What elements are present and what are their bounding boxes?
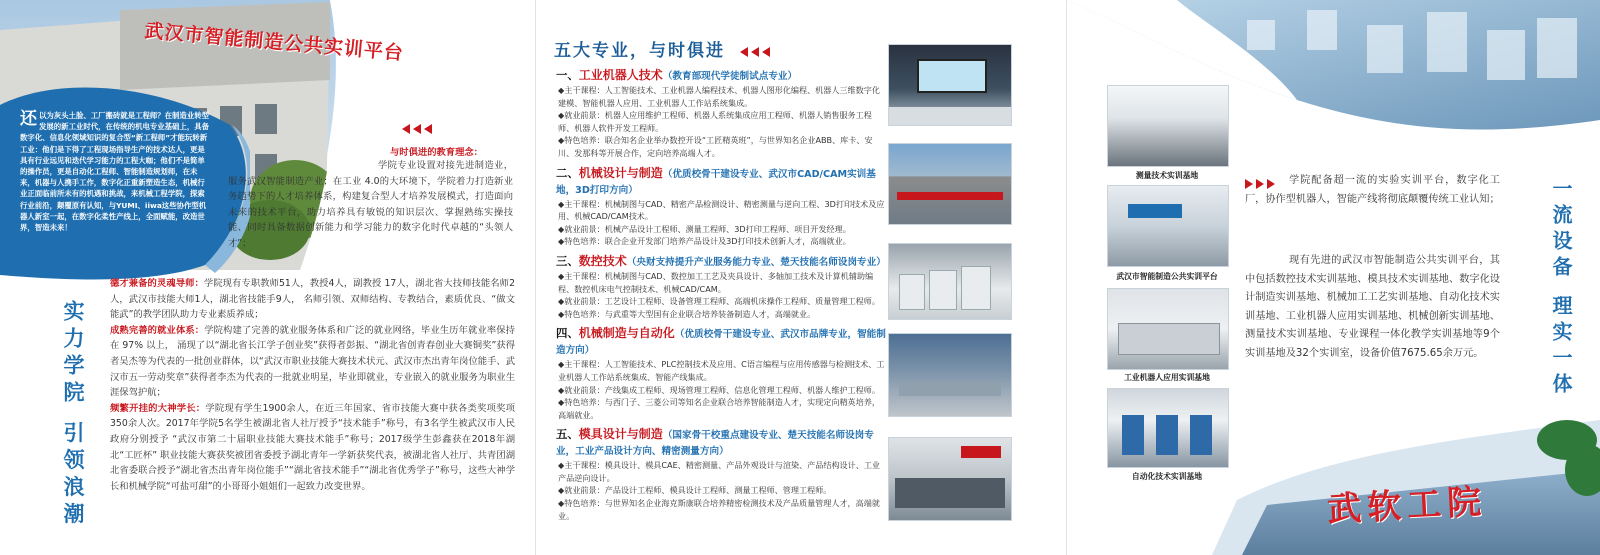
- program-bullet: ◆主干课程：机械制图与CAD、数控加工工艺及夹具设计、多轴加工技术及计算机辅助编程、数控机床电气控制技术、机械CAD/CAM。: [558, 270, 874, 294]
- panel-left: [0, 0, 533, 555]
- building-sign: 武软工院: [1326, 481, 1489, 531]
- item-mentors: 德才兼备的灵魂导师：学院现有专职教师51人，教授4人，副教授 17人，湖北省大技师技能名师2人，武汉市技能大师1人，湖北省技能手9人， 名师引领、双师结构、专教结合，素质优良、“做文能武”的教学团队助力专业素质养成；: [110, 278, 515, 321]
- caption-smart-mfg: 武汉市智能制造公共实训平台: [1116, 272, 1218, 281]
- vertical-slogan-left: 实力学院 引领浪潮: [61, 300, 85, 530]
- program-bullet: ◆主干课程：人工智能技术、工业机器人编程技术、机器人图形化编程、机器人三维数字化建模、智能机器人应用、工业机器人工作站系统集成。: [558, 85, 880, 108]
- photo-classroom: [888, 437, 1012, 521]
- education-heading: 与时俱进的教育理念：: [390, 147, 483, 158]
- program-bullet: ◆就业前景：产品设计工程师、模具设计工程师、测量工程师、管理工程师。: [558, 485, 832, 496]
- program-bullet: ◆主干课程：模具设计、模具CAE、精密测量、产品外观设计与渲染、产品结构设计、工业产品逆向设计。: [558, 460, 881, 483]
- photo-group: [888, 143, 1012, 225]
- triangle-icon: [762, 47, 770, 57]
- triangle-icon: [751, 47, 759, 57]
- photo-robotics-lab: [888, 44, 1012, 126]
- item-seniors: 频繁开挂的大神学长：学院现有学生1900余人，在近三年国家、省市技能大赛中获各类奖项奖项350余人次。2017年学院5名学生被湖北省人社厅授予“技术能手”称号，有3名学生被武汉市人民政府分别授予 “武汉市第二十届职业技能大赛技术能手”称号；2017级学生彭鑫获在2018年湖北“工匠杯” 职业技能大赛获奖被团省委授予湖北青年一学新获奖代表，被湖北省人社厅、共青团湖北省委联合授予“湖北省杰出青年岗位能手”“湖北省技术能手”“湖北省优秀学子”称号，这些大神学长和机械学院“可盐可甜”的小哥哥小姐姐们一起致力改变世界。: [110, 402, 515, 492]
- panel-right: [1067, 0, 1600, 555]
- program-bullet: ◆就业前景：机器人应用维护工程师、机器人系统集成应用工程师、机器人销售服务工程师、机器人软件开发工程师。: [558, 110, 872, 133]
- intro-text: [20, 110, 210, 233]
- panel-title: 五大专业，与时俱进: [554, 41, 725, 61]
- panel-title-row: [554, 36, 773, 61]
- triangle-icon: [740, 47, 748, 57]
- program-bullet: ◆特色培养：与世界知名企业海克斯康联合培养精密检测技术及产品质量管理人才，高端就业。: [558, 498, 880, 521]
- program-mold-design: 五、模具设计与制造（国家骨干校重点建设专业、楚天技能名师设岗专业，工业产品设计方向、精密测量方向） ◆主干课程：模具设计、模具CAE、精密测量、产品外观设计与渲染、产品结构设计、工业产品逆向设计。 ◆就业前景：产品设计工程师、模具设计工程师、测量工程师、管理工程师。 ◆特色培养：与世界知名企业海克斯康联合培养精密检测技术及产品质量管理人才，高端就业。: [556, 427, 886, 522]
- triangle-icon: [402, 124, 410, 134]
- program-mechanical-design: 二、机械设计与制造（优质校骨干建设专业、武汉市CAD/CAM实训基地，3D打印方向） ◆主干课程：机械制图与CAD、精密产品检测设计、精密测量与逆向工程、3D打印技术及应用、机械CAD/CAM技术。 ◆就业前景：机械产品设计工程师、测量工程师、3D打印工程师、项目开发经理。 ◆特色培养：联合企业开发部门培养产品设计及3D打印技术创新人才，高端就业。: [556, 165, 885, 247]
- photo-smart-mfg: [1107, 185, 1229, 267]
- caption-measurement: 测量技术实训基地: [1135, 171, 1199, 180]
- program-bullet: ◆特色培养：联合知名企业举办数控开设“工匠精英班”，与世界知名企业ABB、库卡、安川、发那科等开展合作，定向培养高端人才。: [558, 135, 873, 158]
- program-bullet: ◆特色培养：联合企业开发部门培养产品设计及3D打印技术创新人才，高端就业。: [558, 236, 851, 247]
- program-bullet: ◆就业前景：工艺设计工程师、设备管理工程师、高端机床操作工程师、质量管理工程师。: [558, 296, 880, 307]
- program-bullet: ◆特色培养：与西门子、三菱公司等知名企业联合培养智能制造人才，实现定向精英培养，高端就业。: [558, 397, 880, 420]
- hero-sign: 武汉市智能制造公共实训平台: [143, 19, 405, 65]
- lead-text: 学院配备超一流的实验实训平台，数字化工厂，协作型机器人，智能产线将彻底颠覆传统工业认知；: [1245, 175, 1500, 205]
- photo-automation-lab: [1107, 388, 1229, 468]
- triangle-icon: [424, 124, 432, 134]
- education-para: 学院专业设置对接先进制造业，服务武汉智能制造产业；在工业 4.0的大环境下，学院着力打造新业务趋势下的人才培养体系，构建复合型人才培养发展模式，打造面向未来的技术平台，助力培养具有敏锐的知识层次、掌握熟练实操技能、同时具备数据创新能力和学习能力的数字化时代卓越的“头领人才”；: [228, 160, 513, 249]
- program-bullet: ◆特色培养：与武重等大型国有企业联合培养装备制造人才，高端就业。: [558, 308, 816, 319]
- program-bullet: ◆主干课程：机械制图与CAD、精密产品检测设计、精密测量与逆向工程、3D打印技术及应用、机械CAD/CAM技术。: [558, 198, 885, 222]
- program-cnc: 三、数控技术（央财支持提升产业服务能力专业、楚天技能名师设岗专业） ◆主干课程：机械制图与CAD、数控加工工艺及夹具设计、多轴加工技术及计算机辅助编程、数控机床电气控制技术、机械CAD/CAM。 ◆就业前景：工艺设计工程师、设备管理工程师、高端机床操作工程师、质量管理工程师。 ◆特色培养：与武重等大型国有企业联合培养装备制造人才，高端就业。: [556, 253, 886, 319]
- programs: [556, 68, 886, 522]
- program-robotics: 一、工业机器人技术（教育部现代学徒制试点专业） ◆主干课程：人工智能技术、工业机器人编程技术、机器人图形化编程、机器人三维数字化建模、智能机器人应用、工业机器人工作站系统集成。 ◆就业前景：机器人应用维护工程师、机器人系统集成应用工程师、机器人销售服务工程师、机器人软件开发工程师。 ◆特色培养：联合知名企业举办数控开设“工匠精英班”，与世界知名企业ABB、库卡、安川、发那科等开展合作，定向培养高端人才。: [556, 68, 886, 160]
- item-employment: 成熟完善的就业体系：学院构建了完善的就业服务体系和广泛的就业网络，毕业生历年就业率保持在 97% 以上， 涌现了以“湖北省长江学子创业奖”获得者彭振、“湖北省创青春创业大赛铜奖”获得者吴杰等为代表的一批创业群体，以“武汉市职业技能大赛技术状元、武汉市杰出青年岗位能手、武汉市五一劳动奖章”获得者李杰为代表的一批就业明星，毕业即就业，专业嵌入的就业服务为职业生涯保驾护航；: [110, 324, 515, 399]
- caption-robot-lab: 工业机器人应用实训基地: [1124, 373, 1210, 382]
- program-bullet: ◆主干课程：人工智能技术、PLC控制技术及应用、C语言编程与应用传感器与检测技术、工业机器人工作站系统集成、智能产线集成。: [558, 359, 885, 382]
- panel-middle: [535, 0, 1067, 555]
- program-bullet: ◆就业前景：机械产品设计工程师、测量工程师、3D打印工程师、项目开发经理。: [558, 223, 851, 234]
- caption-automation-lab: 自动化技术实训基地: [1131, 472, 1203, 481]
- photo-cnc: [888, 243, 1012, 320]
- heading-row: [402, 118, 435, 137]
- photo-robot-lab: [1107, 288, 1229, 370]
- program-bullet: ◆就业前景：产线集成工程师、现场管理工程师、信息化管理工程师、机器人维护工程师。: [558, 384, 880, 395]
- intro-body: 以为灰头土脸、工厂搬砖就是工程师？在制造业转型发展的新工业时代，在传统的机电专业基础上，具备数字化、信息化领域知识的复合型“新工程师”才能玩转新工业：他们是下得了工程现场指导生产的技术达人，更是具有行业远见和迭代学习能力的工程大咖；他们不是简单的操作员，更是自动化工程师、智能制造规划师，在未来，机器与人携手工作，数字化正重新塑造生态，机械行业正面临前所未有的机遇和挑战，来机械工程学院，探索行业前沿，颠覆原有认知，与YUMI、iiwa这些协作型机器人新室一起，在数字化柔性产线上，全面赋能，改造世界，智造未来！: [20, 111, 209, 233]
- body-text: 现有先进的武汉市智能制造公共实训平台，其中包括数控技术实训基地、模具技术实训基地、数字化设计制造实训基地、机械加工工艺实训基地、自动化技术实训基地、工业机器人应用实训基地、机械创新实训基地、测量技术实训基地、专业课程一体化教学实训基地等9个实训基地及32个实训室，设备价值7675.65余万元。: [1245, 255, 1500, 359]
- program-automation: 四、机械制造与自动化（优质校骨干建设专业、武汉市品牌专业，智能制造方向） ◆主干课程：人工智能技术、PLC控制技术及应用、C语言编程与应用传感器与检测技术、工业机器人工作站系统集成、智能产线集成。 ◆就业前景：产线集成工程师、现场管理工程师、信息化管理工程师、机器人维护工程师。 ◆特色培养：与西门子、三菱公司等知名企业联合培养智能制造人才，实现定向精英培养，高端就业。: [556, 326, 886, 420]
- intro-first-char: 还: [20, 109, 37, 129]
- photo-automation-line: [888, 333, 1012, 417]
- photo-measurement: [1107, 85, 1229, 167]
- vertical-slogan-right: 一流设备 理实一体: [1549, 178, 1573, 399]
- items-block: [110, 276, 515, 494]
- triangle-icon: [413, 124, 421, 134]
